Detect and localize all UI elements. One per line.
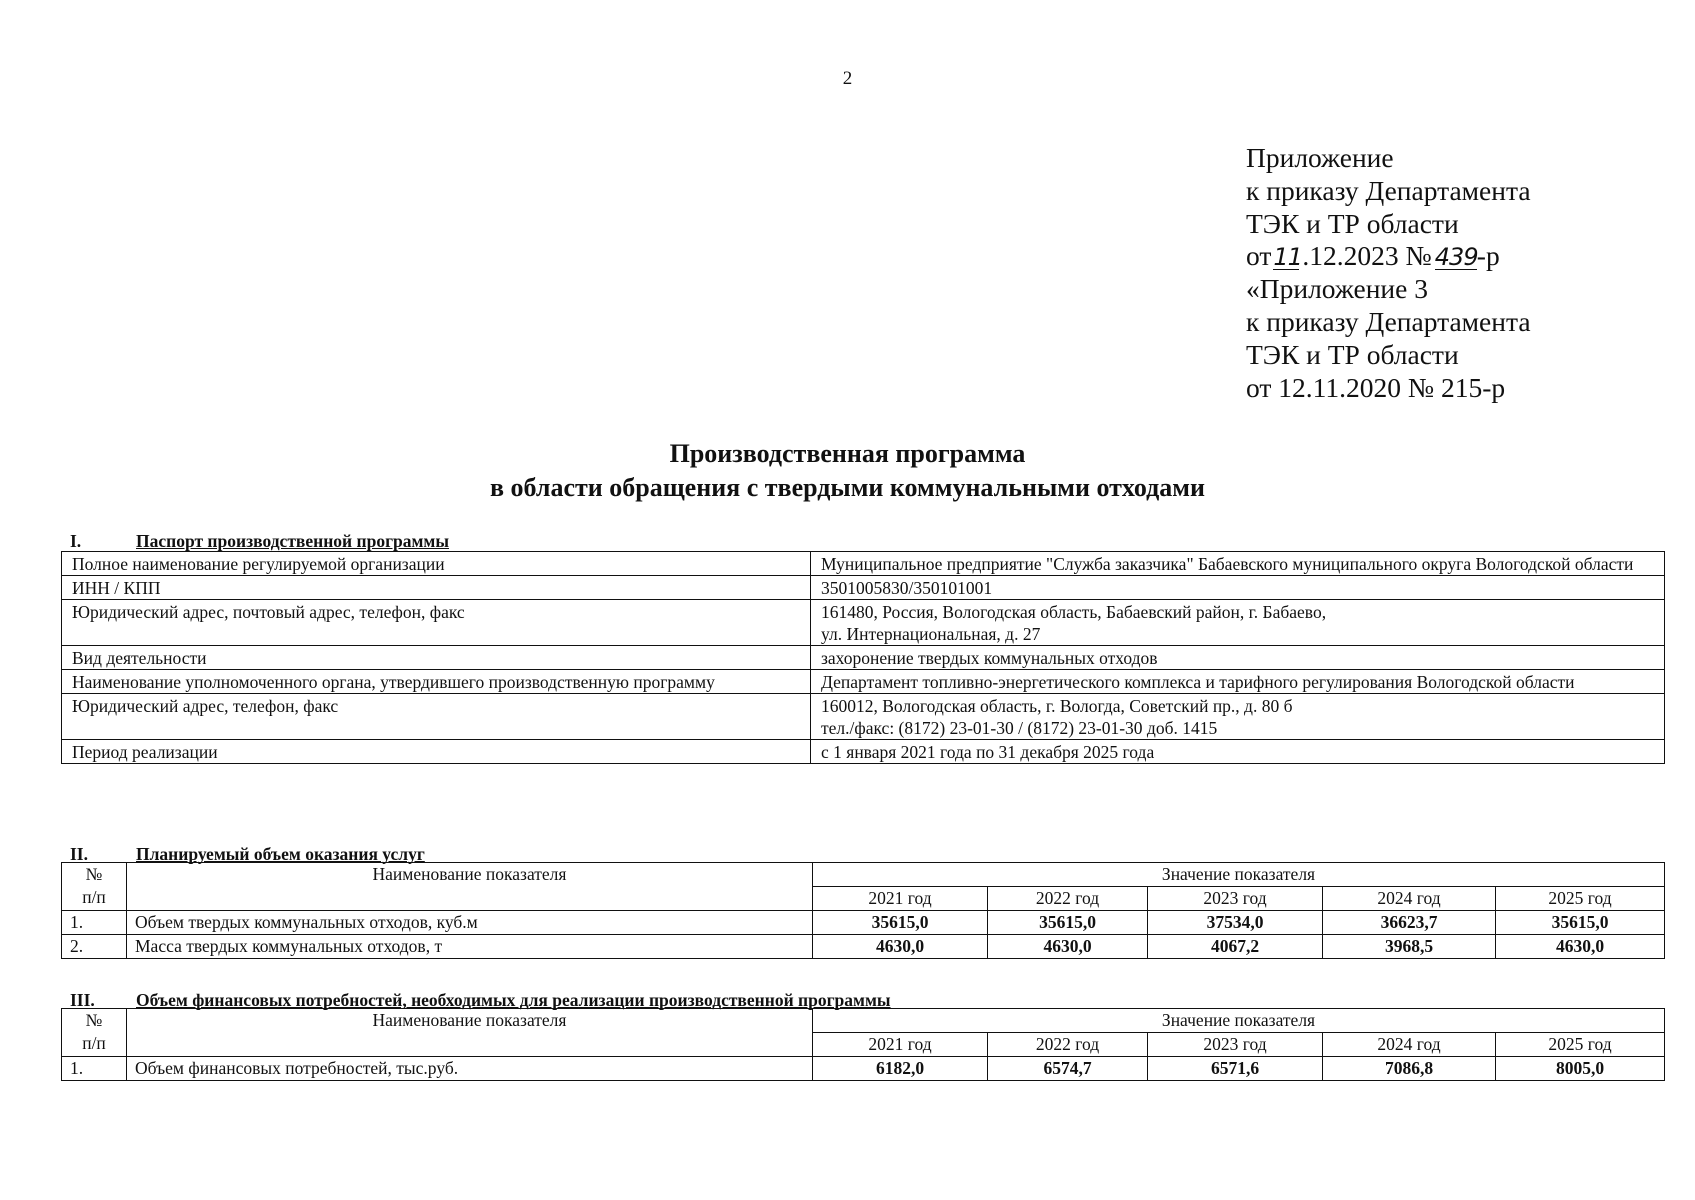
appendix-line: к приказу Департамента	[1246, 174, 1531, 206]
section2-heading	[70, 844, 425, 864]
table-row	[62, 600, 1665, 646]
table-row	[62, 552, 1665, 576]
year-header: 2022 год	[988, 887, 1148, 911]
indicator-value: 6574,7	[988, 1057, 1148, 1081]
section-title: Паспорт производственной программы	[136, 531, 450, 551]
indicator-value: 4630,0	[813, 935, 988, 959]
table-row	[62, 576, 1665, 600]
indicator-name: Объем твердых коммунальных отходов, куб.м	[127, 911, 813, 935]
document-subtitle: в области обращения с твердыми коммунальными отходами	[489, 473, 1205, 502]
year-header: 2025 год	[1496, 887, 1665, 911]
passport-value: 161480, Россия, Вологодская область, Бабаевский район, г. Бабаево, ул. Интернациональная, д. 27	[811, 600, 1665, 646]
passport-table	[61, 551, 1665, 764]
appendix-order-date-line	[1246, 240, 1531, 273]
table-row	[62, 694, 1665, 740]
indicator-value: 36623,7	[1323, 911, 1496, 935]
col-header-name: Наименование показателя	[127, 863, 813, 911]
appendix-order-prefix: от	[1246, 240, 1272, 272]
appendix-line: «Приложение 3	[1246, 273, 1428, 305]
col-header-value: Значение показателя	[813, 863, 1665, 887]
col-header-name: Наименование показателя	[127, 1009, 813, 1057]
indicator-name: Объем финансовых потребностей, тыс.руб.	[127, 1057, 813, 1081]
section-number: II.	[70, 844, 88, 864]
indicator-value: 3968,5	[1323, 935, 1496, 959]
appendix-line: ТЭК и ТР области	[1246, 207, 1459, 239]
passport-value: Департамент топливно-энергетического комплекса и тарифного регулирования Вологодской области	[811, 670, 1665, 694]
indicator-value: 35615,0	[813, 911, 988, 935]
col-header-no: № п/п	[62, 1009, 127, 1057]
year-header: 2021 год	[813, 887, 988, 911]
col-header-value: Значение показателя	[813, 1009, 1665, 1033]
page-number: 2	[842, 68, 853, 89]
passport-label: Вид деятельности	[62, 646, 811, 670]
indicator-name: Масса твердых коммунальных отходов, т	[127, 935, 813, 959]
section-title: Планируемый объем оказания услуг	[136, 844, 425, 864]
indicator-value: 35615,0	[1496, 911, 1665, 935]
handwritten-day: 11	[1273, 243, 1302, 272]
passport-label: Полное наименование регулируемой организации	[62, 552, 811, 576]
year-header: 2021 год	[813, 1033, 988, 1057]
year-header: 2023 год	[1148, 1033, 1323, 1057]
section-title: Объем финансовых потребностей, необходимых для реализации производственной программы	[136, 990, 891, 1010]
passport-label: Наименование уполномоченного органа, утвердившего производственную программу	[62, 670, 811, 694]
passport-value: 160012, Вологодская область, г. Вологда, Советский пр., д. 80 б тел./факс: (8172) 23-01-30 / (8172) 23-01-30 доб. 1415	[811, 694, 1665, 740]
year-header: 2024 год	[1323, 887, 1496, 911]
appendix-line: Приложение	[1246, 142, 1394, 173]
indicator-value: 6571,6	[1148, 1057, 1323, 1081]
passport-label: Юридический адрес, почтовый адрес, телефон, факс	[62, 600, 811, 646]
finance-table-body	[62, 1057, 1665, 1081]
indicator-value: 8005,0	[1496, 1057, 1665, 1081]
finance-table-head	[62, 1009, 1665, 1057]
section-number: I.	[70, 531, 82, 551]
table-row	[62, 935, 1665, 959]
section1-heading	[70, 531, 449, 551]
appendix-line: ТЭК и ТР области	[1246, 338, 1459, 370]
indicator-value: 4630,0	[1496, 935, 1665, 959]
appendix-line: к приказу Департамента	[1246, 305, 1531, 337]
table-row	[62, 740, 1665, 764]
passport-label: Юридический адрес, телефон, факс	[62, 694, 811, 740]
appendix-line: от 12.11.2020 № 215-р	[1246, 371, 1506, 403]
passport-value: Муниципальное предприятие "Служба заказчика" Бабаевского муниципального округа Вологодской области	[811, 552, 1665, 576]
row-number: 1.	[62, 1057, 127, 1081]
indicator-value: 4067,2	[1148, 935, 1323, 959]
passport-label: Период реализации	[62, 740, 811, 764]
section3-heading	[70, 990, 891, 1010]
appendix-order-mid: .12.2023 №	[1302, 240, 1432, 272]
indicator-value: 7086,8	[1323, 1057, 1496, 1081]
finance-table	[61, 1008, 1665, 1081]
section-number: III.	[70, 990, 95, 1010]
table-row	[62, 911, 1665, 935]
year-header: 2022 год	[988, 1033, 1148, 1057]
year-header: 2023 год	[1148, 887, 1323, 911]
passport-value: 3501005830/350101001	[811, 576, 1665, 600]
row-number: 2.	[62, 935, 127, 959]
indicator-value: 6182,0	[813, 1057, 988, 1081]
indicator-value: 4630,0	[988, 935, 1148, 959]
table-row	[62, 646, 1665, 670]
passport-label: ИНН / КПП	[62, 576, 811, 600]
year-header: 2024 год	[1323, 1033, 1496, 1057]
document-title: Производственная программа	[669, 439, 1026, 468]
row-number: 1.	[62, 911, 127, 935]
services-table-head	[62, 863, 1665, 911]
appendix-order-suffix: -р	[1476, 240, 1500, 272]
passport-value: захоронение твердых коммунальных отходов	[811, 646, 1665, 670]
indicator-value: 37534,0	[1148, 911, 1323, 935]
table-row	[62, 1057, 1665, 1081]
passport-value: с 1 января 2021 года по 31 декабря 2025 года	[811, 740, 1665, 764]
passport-body	[62, 552, 1665, 764]
indicator-value: 35615,0	[988, 911, 1148, 935]
appendix-block	[1246, 142, 1531, 404]
year-header: 2025 год	[1496, 1033, 1665, 1057]
handwritten-order-number: 439	[1434, 243, 1478, 272]
col-header-no: № п/п	[62, 863, 127, 911]
services-table	[61, 862, 1665, 959]
services-table-body	[62, 911, 1665, 959]
table-row	[62, 670, 1665, 694]
